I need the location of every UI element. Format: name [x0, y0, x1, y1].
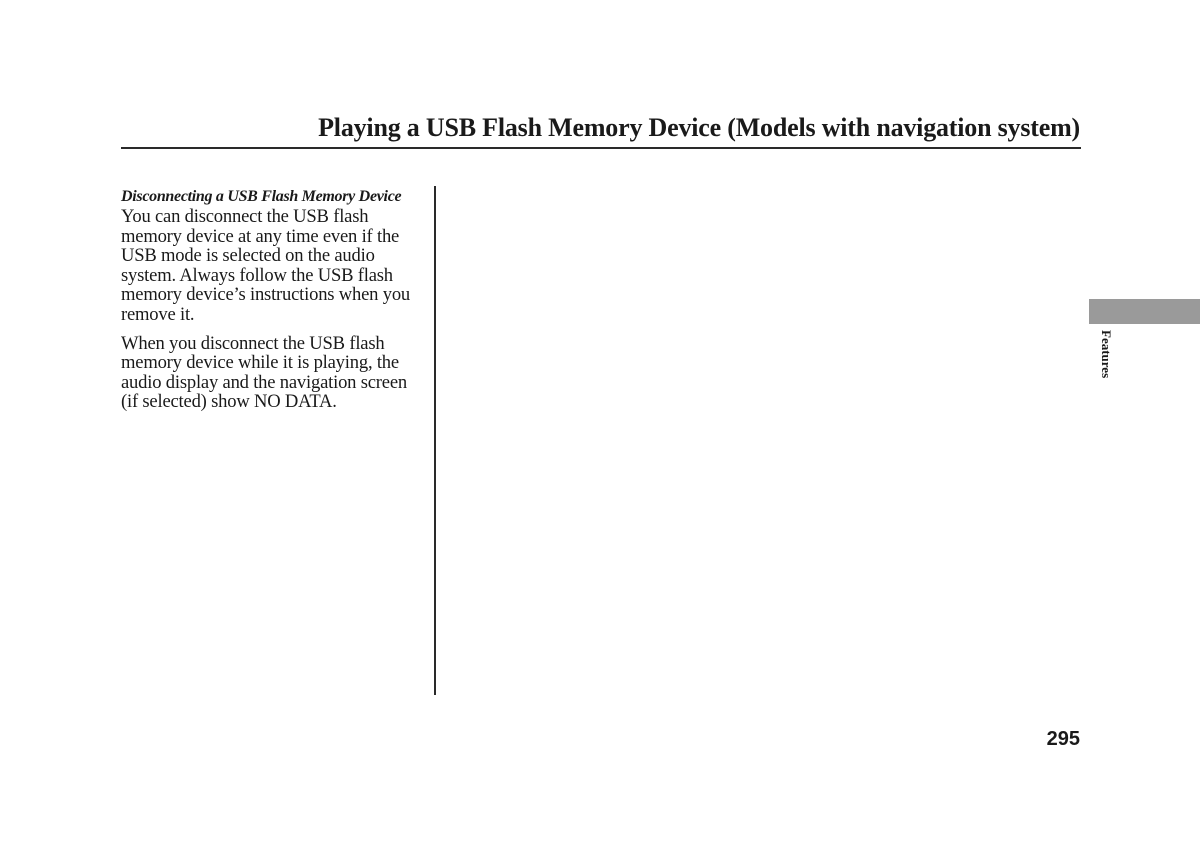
section-tab: [1089, 299, 1200, 324]
body-paragraph: You can disconnect the USB flash memory device at any time even if the USB mode is selected on the audio system. Always follow the USB flash memory device’s instructions when you remove it.: [121, 206, 411, 325]
column-divider: [434, 186, 436, 695]
page-title: Playing a USB Flash Memory Device (Models with navigation system): [318, 113, 1080, 142]
body-paragraph: When you disconnect the USB flash memory device while it is playing, the audio display and the navigation screen (if selected) show NO DATA.: [121, 332, 407, 413]
section-tab-label: Features: [1099, 330, 1114, 379]
left-column: [121, 188, 426, 412]
page-number: 295: [1046, 728, 1080, 750]
section-heading: Disconnecting a USB Flash Memory Device: [121, 188, 402, 205]
title-divider: [121, 147, 1081, 149]
